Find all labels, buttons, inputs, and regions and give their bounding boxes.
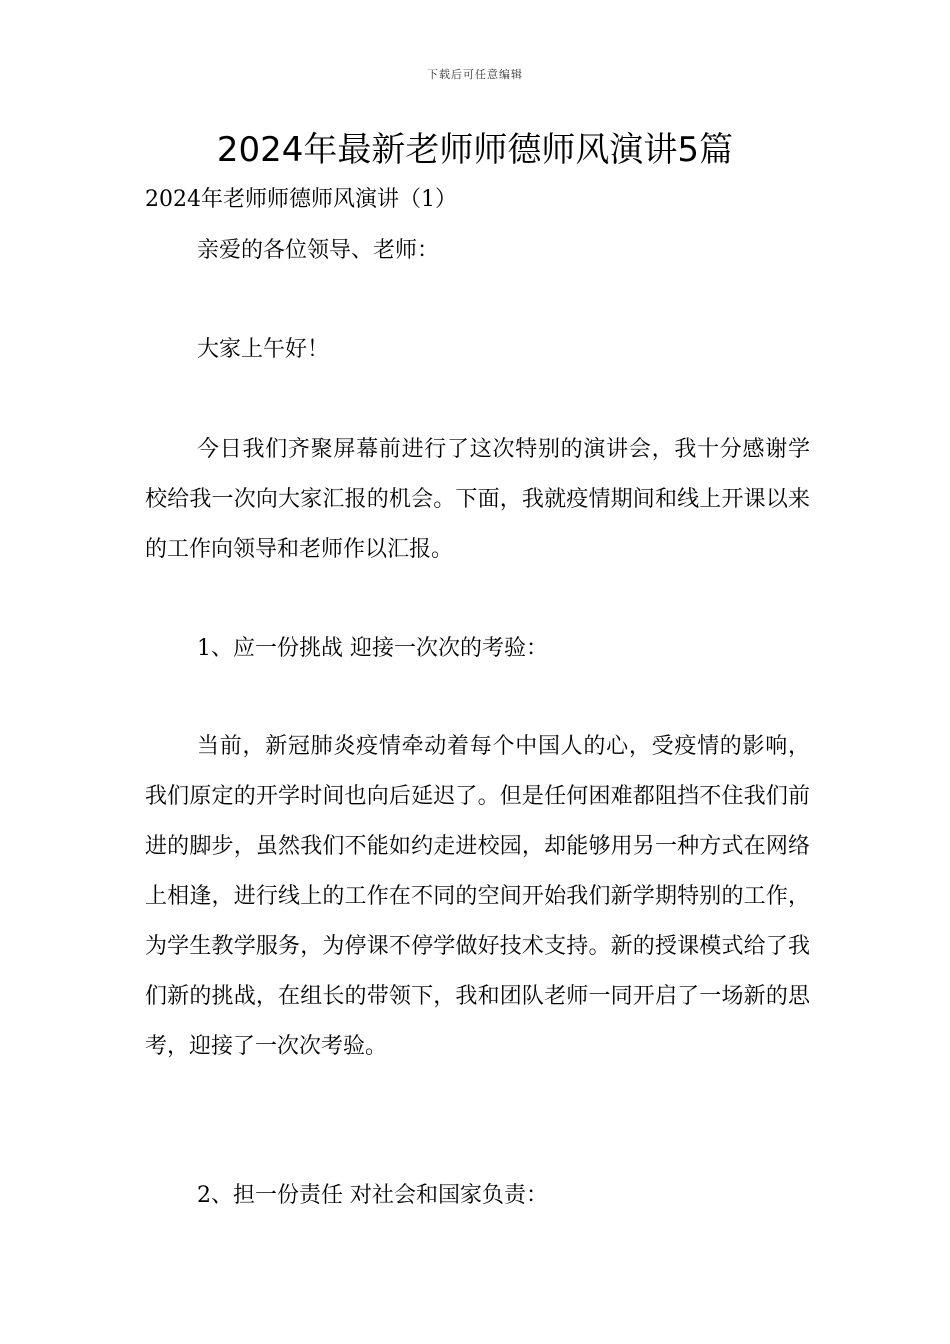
paragraph-heading-1: 1、应一份挑战 迎接一次次的考验： bbox=[197, 636, 548, 661]
document-title: 2024年最新老师师德师风演讲5篇 bbox=[216, 130, 734, 170]
paragraph-salutation: 大家上午好！ bbox=[197, 337, 330, 362]
paragraph-heading-2: 2、担一份责任 对社会和国家负责： bbox=[197, 1183, 548, 1208]
paragraph-intro: 今日我们齐聚屏幕前进行了这次特别的演讲会，我十分感谢学校给我一次向大家汇报的机会。下面，我就疫情期间和线上开课以来的工作向领导和老师作以汇报。 bbox=[145, 437, 810, 562]
section-title: 2024年老师师德师风演讲（1） bbox=[145, 187, 457, 212]
paragraph-greeting: 亲爱的各位领导、老师： bbox=[197, 238, 440, 263]
header-note: 下载后可任意编辑 bbox=[427, 68, 523, 81]
paragraph-body-1: 当前，新冠肺炎疫情牵动着每个中国人的心，受疫情的影响，我们原定的开学时间也向后延迟了。但是任何困难都阻挡不住我们前进的脚步，虽然我们不能如约走进校园，却能够用另一种方式在网络上相逢，进行线上的工作在不同的空间开始我们新学期特别的工作，为学生教学服务，为停课不停学做好技术支持。新的授课模式给了我们新的挑战，在组长的带领下，我和团队老师一同开启了一场新的思考，迎接了一次次考验。 bbox=[145, 734, 810, 1059]
